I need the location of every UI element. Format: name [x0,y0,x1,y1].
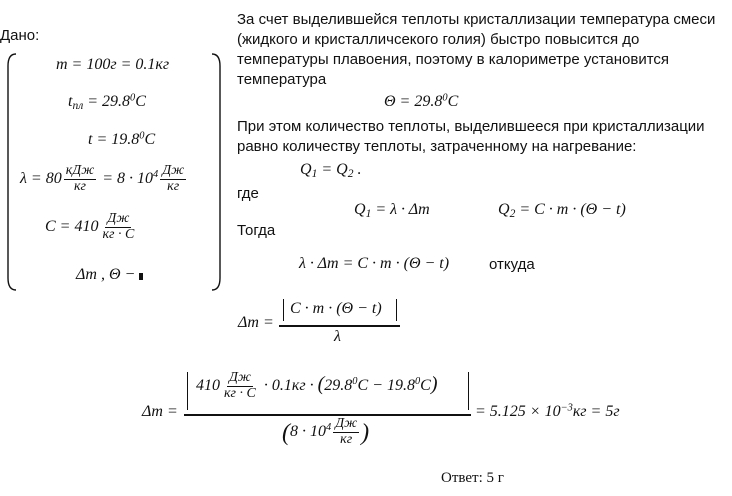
given-unknowns: Δm , Θ − [76,266,143,284]
dm-lhs: Δm = [238,314,274,331]
paragraph-crystallization: За счет выделившейся теплоты кристаллизации температура смеси (жидкого и кристалличсекого голия) быстро повысится до температуры плавоения, поэтому в калориметре установится температура [237,11,716,88]
answer: Ответ: 5 г [441,470,504,486]
final-result: = $5.125 \times 10^{-3}кг = 5г$ [475,402,620,420]
equilibrium-temp: $\Theta = 29.8^0C$ [384,92,459,110]
dm-fraction-bar [279,325,400,327]
q2-formula: $Q_2 = C \cdot m \cdot (\Theta - t)$ [498,201,626,220]
balance-equation: λ · Δm = C · m · (Θ − t) [299,255,450,272]
dm-numerator: C · m · (Θ − t) [290,300,382,317]
given-mass: m = 100г = 0.1кг [56,56,170,73]
q1-formula: $Q_1 = \lambda \cdot \Delta m$ [354,201,430,220]
paragraph-heat-balance: При этом количество теплоты, выделившееся при кристаллизации равно количеству теплоты, затраченному на нагревание: [237,118,705,155]
whence-label: откуда [489,256,535,273]
given-initial-temp: $t = 19.8^0C$ [88,130,156,148]
dm-denominator: λ [334,328,341,345]
final-denominator: ($8 \cdot 10^4$ $\frac{Дж}{кг}$ ) [282,416,370,447]
final-numerator: 410 $\frac{Дж}{кг \cdot C}$ · $0.1кг \cdot (29.8^0C - 19.8^0C)$ [196,370,438,401]
given-label: Дано: [0,27,40,44]
given-latent-heat: λ = 80 $\frac{\text{кДж}}{кг}$ = $8 \cdot 10^4$ $\frac{Дж}{кг}$ [20,163,185,194]
final-fraction-bar [184,414,471,416]
final-lhs: Δm = [142,403,178,420]
then-label: Тогда [237,222,276,239]
where-label: где [237,185,259,202]
given-melting-temp: $t_{пл} = 29.8^0C$ [68,92,146,112]
heat-equality: $Q_1 = Q_2$ . [300,161,362,180]
given-specific-heat: C = 410 $\frac{Дж}{кг \cdot C}$ [45,211,135,242]
